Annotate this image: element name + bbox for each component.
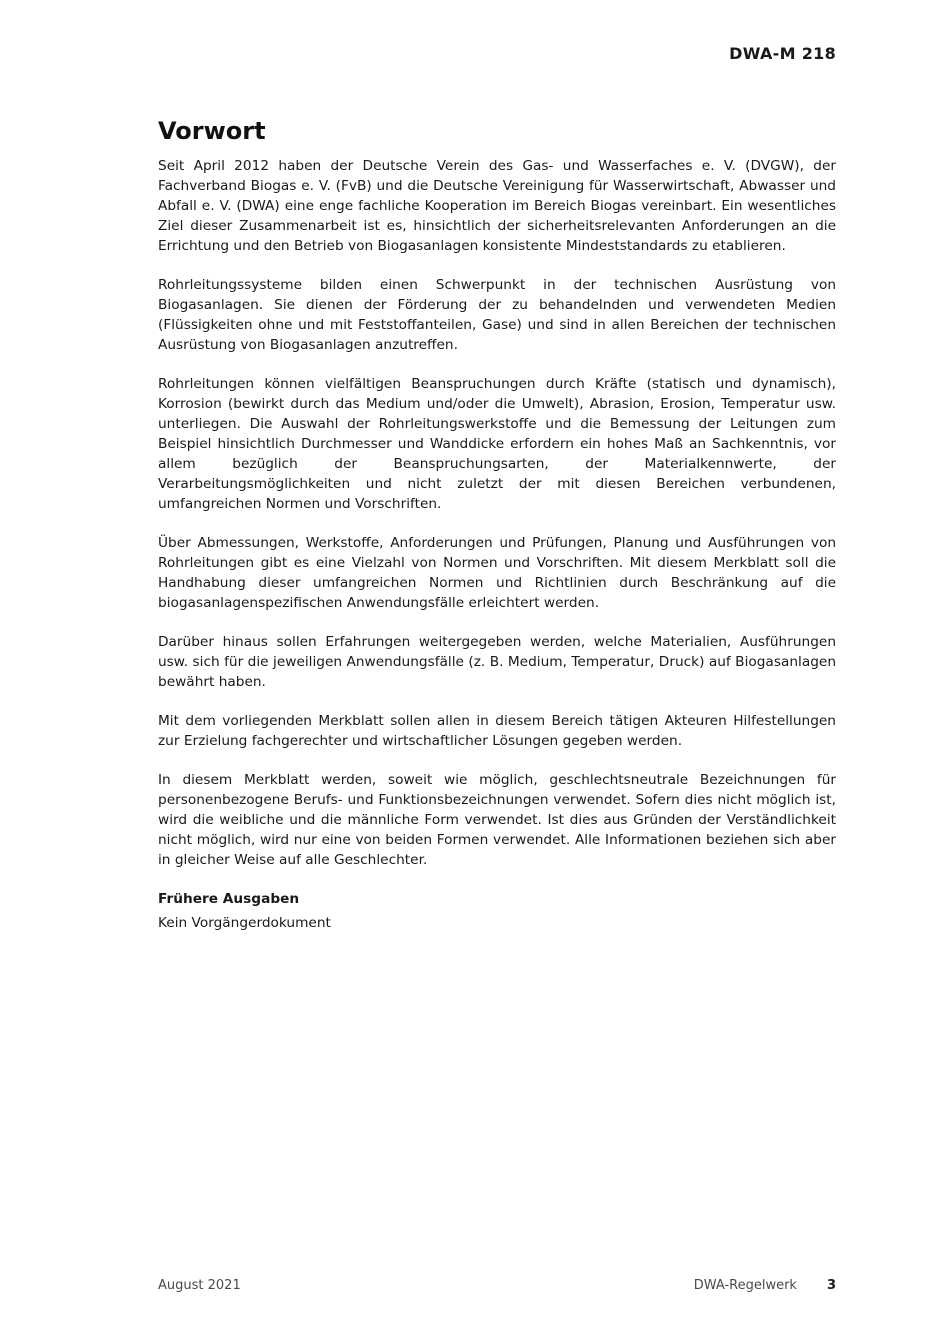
main-content: [158, 116, 836, 933]
paragraph-5: Darüber hinaus sollen Erfahrungen weitergegeben werden, welche Materialien, Ausführungen usw. sich für die jeweiligen Anwendungsfälle (z. B. Medium, Temperatur, Druck) auf Biogasanlagen bewährt haben.: [158, 634, 836, 690]
paragraph-7: In diesem Merkblatt werden, soweit wie möglich, geschlechtsneutrale Bezeichnungen für personenbezogene Berufs- und Funktionsbezeichnungen verwendet. Sofern dies nicht möglich ist, wird die weibliche und die männliche Form verwendet. Ist dies aus Gründen der Verständlichkeit nicht möglich, wird nur eine von beiden Formen verwendet. Alle Informationen beziehen sich aber in gleicher Weise auf alle Geschlechter.: [158, 772, 836, 868]
footer-date: August 2021: [158, 1278, 241, 1293]
paragraph-1: Seit April 2012 haben der Deutsche Verein des Gas- und Wasserfaches e. V. (DVGW), der Fachverband Biogas e. V. (FvB) und die Deutsche Vereinigung für Wasserwirtschaft, Abwasser und Abfall e. V. (DWA) eine enge fachliche Kooperation im Bereich Biogas vereinbart. Ein wesentliches Ziel dieser Zusammenarbeit ist es, hinsichtlich der sicherheitsrelevanten Anforderungen an die Errichtung und den Betrieb von Biogasanlagen konsistente Mindeststandards zu etablieren.: [158, 158, 836, 254]
footer-right-group: [694, 1278, 836, 1293]
previous-editions-text: Kein Vorgängerdokument: [158, 915, 331, 931]
document-code-header: DWA-M 218: [729, 44, 836, 63]
previous-editions-heading: Frühere Ausgaben: [158, 891, 300, 907]
page-footer: [158, 1278, 836, 1298]
footer-series: DWA-Regelwerk: [693, 1278, 797, 1293]
page-number: 3: [826, 1278, 836, 1293]
paragraph-4: Über Abmessungen, Werkstoffe, Anforderungen und Prüfungen, Planung und Ausführungen von Rohrleitungen gibt es eine Vielzahl von Normen und Vorschriften. Mit diesem Merkblatt soll die Handhabung dieser umfangreichen Normen und Richtlinien durch Beschränkung auf die biogasanlagenspezifischen Anwendungsfälle erleichtert werden.: [158, 535, 836, 611]
paragraph-6: Mit dem vorliegenden Merkblatt sollen allen in diesem Bereich tätigen Akteuren Hilfestellungen zur Erzielung fachgerechter und wirtschaftlicher Lösungen gegeben werden.: [158, 713, 836, 749]
paragraph-3: Rohrleitungen können vielfältigen Beanspruchungen durch Kräfte (statisch und dynamisch), Korrosion (bewirkt durch das Medium und/oder die Umwelt), Abrasion, Erosion, Temperatur usw. unterliegen. Die Auswahl der Rohrleitungswerkstoffe und die Bemessung der Leitungen zum Beispiel hinsichtlich Durchmesser und Wanddicke erfordern ein hohes Maß an Sachkenntnis, vor allem bezüglich der Beanspruchungsarten, der Materialkennwerte, der Verarbeitungsmöglichkeiten und nicht zuletzt der mit diesen Bereichen verbundenen, umfangreichen Normen und Vorschriften.: [158, 376, 836, 512]
paragraph-2: Rohrleitungssysteme bilden einen Schwerpunkt in der technischen Ausrüstung von Biogasanlagen. Sie dienen der Förderung der zu behandelnden und verwendeten Medien (Flüssigkeiten ohne und mit Feststoffanteilen, Gase) und sind in allen Bereichen der technischen Ausrüstung von Biogasanlagen anzutreffen.: [158, 277, 836, 353]
page-title: Vorwort: [158, 117, 266, 145]
